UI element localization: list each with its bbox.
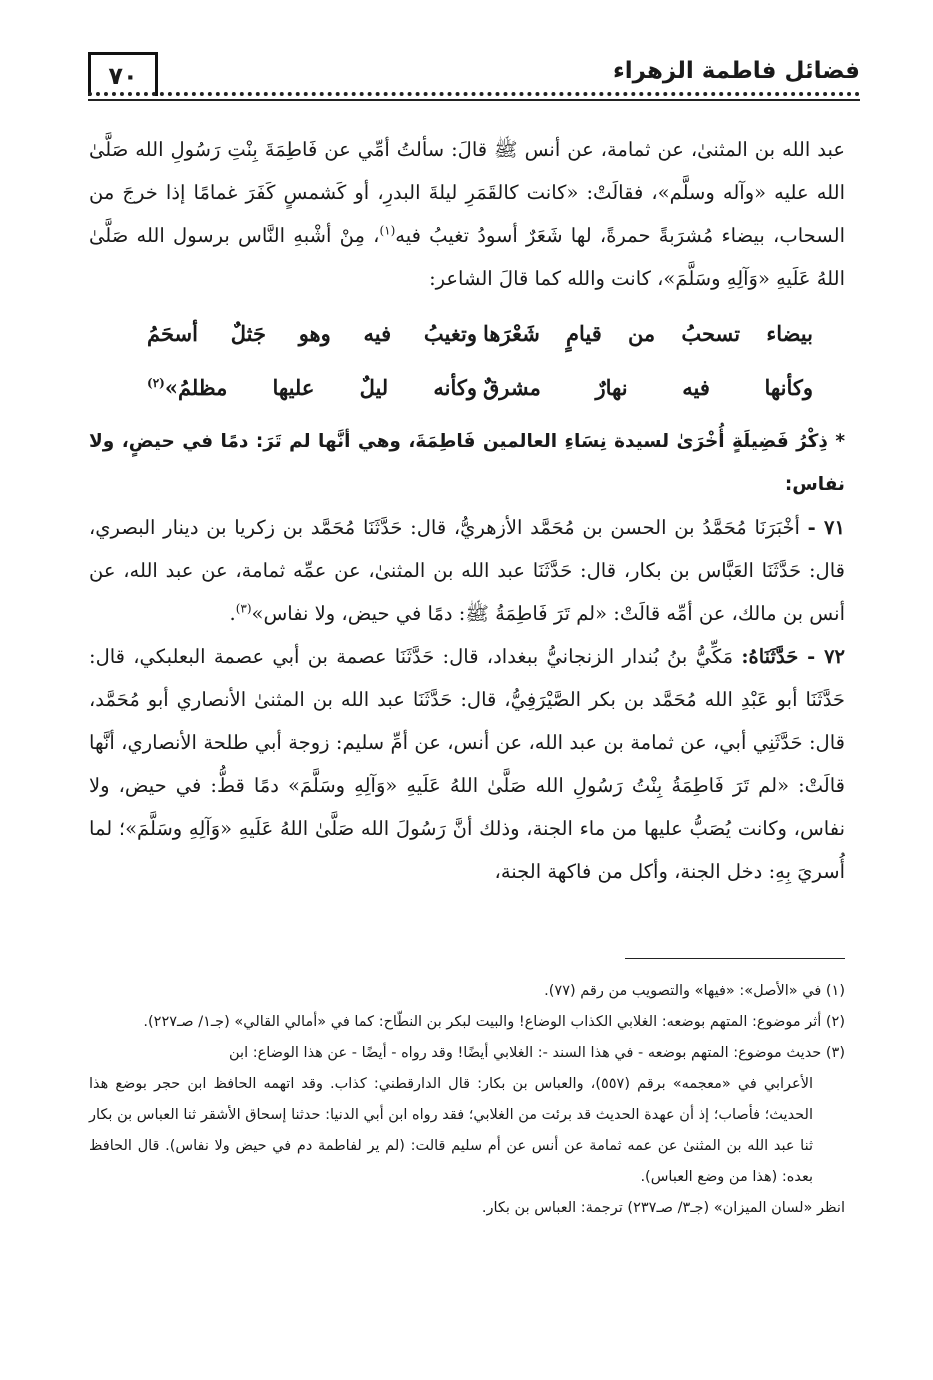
section-heading: * ذِكْرُ فَضِيلَةٍ أُخْرَىٰ لسيدة نِسَاءِ العالمين فَاطِمَةَ، وهي أنَّها لم تَرَ: دمًا في حيضٍ، ولا نفاس: (89, 431, 845, 495)
footnotes (89, 976, 845, 1224)
verse-second-half: وتغيبُ فيه وهو جَثلٌ أسحَمُ (147, 321, 477, 346)
hadith-72 (89, 635, 845, 893)
footnote-marker: (٢) (147, 376, 165, 390)
footnote-separator (625, 958, 845, 959)
footnote-3-continued: الأعرابي في «معجمه» برقم (٥٥٧)، والعباس بن بكار: قال الدارقطني: كذاب. وقد اتهمه الحافظ ابن حجر بوضع هذا الحديث؛ فأصاب؛ إذ أن عهدة الحديث قد برئت من الغلابي؛ فقد رواه ابن أبي الدنيا: حدثنا إسحاق الأشقر ثنا العباس بن بكار ثنا عبد الله بن المثنىٰ عن عمه ثمامة عن أنس عن أم سليم قالت: (لم ير لفاطمة دم في حيض ولا نفاس). قال الحافظ بعده: (هذا من وضع العباس). (89, 1076, 813, 1185)
hadith-text: أخْبَرَنَا مُحَمَّدُ بن الحسن بن مُحَمَّد الأزهريُّ، قال: حَدَّثَنَا مُحَمَّد بن زكريا بن دينار البصري، قال: حَدَّثَنَا العَبَّاس بن بكار، قال: حَدَّثَنَا عبد الله بن المثنىٰ، عن عمِّه ثمامة، عن عبد الله، عن أنس بن مالك، عن أمِّه قالَتْ: «لم تَرَ فَاطِمَةُ ﷺ: دمًا في حيض، ولا نفاس» (89, 516, 845, 625)
hadith-71: ٧١ - أخْبَرَنَا مُحَمَّدُ بن الحسن بن مُحَمَّد الأزهريُّ، قال: حَدَّثَنَا مُحَمَّد بن زكريا بن دينار البصري، قال: حَدَّثَنَا العَبَّاس بن بكار، قال: حَدَّثَنَا عبد الله بن المثنىٰ، عن عمِّه ثمامة، عن عبد الله، عن أنس بن مالك، عن أمِّه قالَتْ: «لم تَرَ فَاطِمَةُ ﷺ: دمًا في حيض، ولا نفاس»$^{(٣)}$. (89, 516, 845, 625)
header-dotted-rule (88, 92, 860, 96)
page-number: ٧٠ (88, 52, 158, 96)
footnote-3: (٣) حديث موضوع: المتهم بوضعه - في هذا السند -: الغلابي أيضًا! وقد رواه - أيضًا - عن هذا الوضاع: ابن (229, 1045, 845, 1061)
footnote-marker: (١) (379, 223, 396, 238)
header-solid-rule (88, 99, 860, 101)
hadith-number: ٧٢ - حَدَّثَنَاهُ: (741, 645, 846, 668)
verse-first-half: وكأنها فيه نهارٌ مشرقٌ (483, 375, 813, 400)
paragraph-text: عبد الله بن المثنىٰ، عن ثمامة، عن أنس ﷺ قالَ: سألتُ أمِّي عن فَاطِمَةَ بِنْتِ رَسُولِ الله صَلَّىٰ الله عليه «وآله وسلَّم»، فقالَتْ: «كانت كالقَمَرِ ليلةَ البدرِ، أو كَشمسٍ كَفَرَ غمامًا إذا خرجَ من السحاب، بيضاء مُشرَبةً حمرةً، لها شَعَرٌ أسودُ تغيبُ فيه (89, 138, 845, 247)
footnote-2: (٢) أثر موضوع: المتهم بوضعه: الغلابي الكذاب الوضاع! والبيت لبكر بن النطّاح: كما في «أمالي القالي» (جـ١/ صـ٢٢٧). (143, 1014, 845, 1030)
verse-second-half (147, 366, 477, 409)
hadith-text: مَكِّيُّ بنُ بُندار الزنجانيُّ ببغداد، قال: حَدَّثَنَا عصمة بن أبي عصمة البعلبكي، قال: حَدَّثَنَا أبو عَبْدِ الله مُحَمَّد بن بكر الصَّيْرَفِيُّ، قال: حَدَّثَنَا عبد الله بن المثنىٰ الأنصاري أبو مُحَمَّد، قال: حَدَّثَنِي أبي، عن ثمامة بن عبد الله، عن أنس، عن أمِّ سليم: زوجة أبي طلحة الأنصاري، أنَّها قالَتْ: «لم تَرَ فَاطِمَةُ بِنْتُ رَسُولِ الله صَلَّىٰ اللهُ عَلَيهِ «وَآلِهِ وسَلَّمَ» دمًا قطُّ: في حيض، ولا نفاس، وكانت يُصَبُّ عليها من ماء الجنة، وذلك أنَّ رَسُولَ الله صَلَّىٰ اللهُ عَلَيهِ «وَآلِهِ وسَلَّمَ»؛ لما أُسريَ بِهِ: دخل الجنة، وأكل من فاكهة الجنة، (89, 645, 845, 883)
poem (89, 306, 845, 418)
footnote-marker: (٣) (235, 601, 252, 616)
verse-text: وكأنه ليلٌ عليها مظلمُ» (164, 375, 477, 400)
hadith-number: ٧١ - (807, 516, 845, 539)
main-text (89, 128, 845, 893)
footnote-3-reference: انظر «لسان الميزان» (جـ٣/ صـ٢٣٧) ترجمة: العباس بن بكار. (481, 1200, 845, 1216)
running-title: فضائل فاطمة الزهراء (613, 58, 860, 84)
paragraph (89, 128, 845, 300)
footnote-1: (١) في «الأصل»: «فيها» والتصويب من رقم (٧٧). (544, 983, 845, 999)
paragraph-text: ، مِنْ أشْبهِ النَّاس برسول الله صَلَّىٰ اللهُ عَلَيهِ «وَآلِهِ وسَلَّمَ»، كانت والله كما قالَ الشاعر: (89, 224, 845, 290)
page-header (88, 52, 860, 104)
verse-first-half: بيضاء تسحبُ من قيامٍ شَعْرَها (483, 321, 813, 346)
